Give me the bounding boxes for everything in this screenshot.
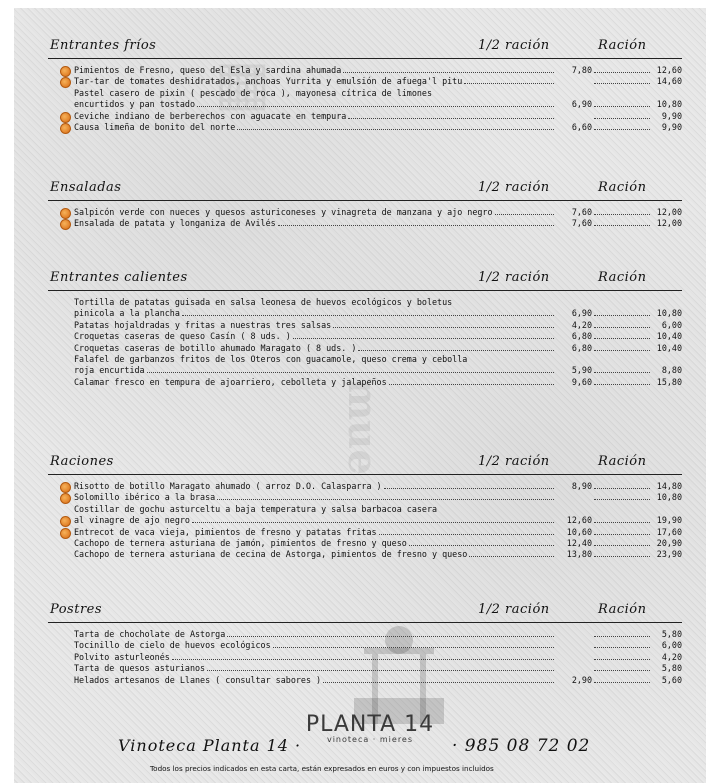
dot-leader <box>384 488 554 489</box>
dot-leader <box>594 129 650 130</box>
full-price: 14,80 <box>656 481 682 491</box>
ration-header: Ración <box>598 38 647 53</box>
menu-item-name: encurtidos y pan tostado <box>74 99 196 110</box>
dot-leader <box>594 670 650 671</box>
menu-item <box>48 377 682 388</box>
menu-item-name: Solomillo ibérico a la brasa <box>74 492 216 503</box>
dot-leader <box>594 72 650 73</box>
half-price: 7,60 <box>571 207 592 217</box>
half-price: 5,90 <box>571 365 592 376</box>
dot-leader <box>594 636 650 637</box>
half-price: 6,90 <box>571 99 592 110</box>
half-price: 6,90 <box>571 308 592 319</box>
dot-leader <box>192 522 554 523</box>
menu-item-name: Entrecot de vaca vieja, pimientos de fresno y patatas fritas <box>74 526 377 537</box>
section-header <box>48 178 682 200</box>
menu-item-name: Patatas hojaldradas y fritas a nuestras tres salsas <box>74 319 332 330</box>
menu-item-name: Calamar fresco en tempura de ajoarriero, cebolleta y jalapeños <box>74 376 387 387</box>
section-entrantes-calientes <box>48 268 682 388</box>
dot-leader <box>495 214 554 215</box>
section-entrantes-frios <box>48 36 682 133</box>
menu-item-name: roja encurtida <box>74 365 145 376</box>
half-price: 2,90 <box>571 674 592 685</box>
menu-item-name: Pimientos de Fresno, queso del Esla y sardina ahumada <box>74 65 342 75</box>
half-price: 9,60 <box>571 376 592 387</box>
menu-item <box>48 331 682 342</box>
dot-leader <box>227 636 554 637</box>
menu-item-name: Tarta de chocholate de Astorga <box>74 629 226 639</box>
full-price: 10,80 <box>656 99 682 110</box>
dot-leader <box>594 350 650 351</box>
section-ensaladas <box>48 178 682 230</box>
dot-leader <box>594 225 650 226</box>
menu-item-text: Costillar de gochu asturceltu a baja temperatura y salsa barbacoa casera <box>74 503 438 514</box>
half-price: 7,60 <box>571 218 592 229</box>
menu-items <box>48 65 682 133</box>
menu-item <box>48 663 682 674</box>
full-price: 10,80 <box>656 492 682 503</box>
menu-item <box>48 65 682 76</box>
menu-item-name: Croquetas caseras de botillo ahumado Maragato ( 8 uds. ) <box>74 342 357 353</box>
menu-bullet-icon <box>60 482 71 493</box>
full-price: 12,60 <box>656 65 682 75</box>
menu-item-name: Tocinillo de cielo de huevos ecológicos <box>74 640 271 651</box>
full-price: 14,60 <box>656 76 682 87</box>
dot-leader <box>594 659 650 660</box>
dot-leader <box>594 522 650 523</box>
menu-item <box>48 207 682 218</box>
section-postres <box>48 600 682 686</box>
dot-leader <box>594 372 650 373</box>
dot-leader <box>594 327 650 328</box>
menu-item-name: Croquetas caseras de queso Casín ( 8 uds. ) <box>74 331 291 342</box>
dot-leader <box>323 682 554 683</box>
full-price: 12,00 <box>656 218 682 229</box>
half-ration-header: 1/2 ración <box>478 454 550 469</box>
planta14-logo <box>300 712 440 744</box>
menu-item <box>48 492 682 503</box>
section-title: Postres <box>50 602 103 617</box>
section-rule <box>48 622 682 623</box>
footer-phone: · 985 08 72 02 <box>452 736 591 756</box>
menu-item <box>48 675 682 686</box>
menu-item-name: Salpicón verde con nueces y quesos asturiconeses y vinagreta de manzana y ajo negro <box>74 207 493 217</box>
dot-leader <box>594 499 650 500</box>
dot-leader <box>594 338 650 339</box>
menu-item-text: Tortilla de patatas guisada en salsa leonesa de huevos ecológicos y boletus <box>74 297 453 307</box>
half-price: 13,80 <box>566 549 592 560</box>
menu-item <box>48 640 682 651</box>
half-price: 8,90 <box>571 481 592 491</box>
full-price: 6,00 <box>661 319 682 330</box>
dot-leader <box>594 488 650 489</box>
half-ration-header: 1/2 ración <box>478 38 550 53</box>
dot-leader <box>594 118 650 119</box>
dot-leader <box>389 384 554 385</box>
menu-item-name: Tar-tar de tomates deshidratados, anchoas Yurrita y emulsión de afuega'l pitu <box>74 76 463 87</box>
dot-leader <box>594 384 650 385</box>
ration-header: Ración <box>598 270 647 285</box>
menu-item <box>48 549 682 560</box>
menu-items <box>48 629 682 686</box>
dot-leader <box>348 118 554 119</box>
dot-leader <box>293 338 554 339</box>
menu-item <box>48 218 682 229</box>
menu-item-name: Cachopo de ternera asturiana de cecina de Astorga, pimientos de fresno y queso <box>74 549 468 560</box>
logo-name: PLANTA 14 <box>305 712 435 737</box>
section-title: Raciones <box>50 454 114 469</box>
menu-item <box>48 527 682 538</box>
dot-leader <box>237 129 554 130</box>
watermark-text: ▦ <box>214 48 271 118</box>
logo-sub: vinoteca · mieres <box>326 735 414 744</box>
menu-item <box>48 481 682 492</box>
full-price: 8,80 <box>661 365 682 376</box>
menu-item-text: Pastel casero de pixin ( pescado de roca ), mayonesa cítrica de limones <box>74 87 432 98</box>
section-title: Entrantes fríos <box>50 38 157 53</box>
section-header <box>48 452 682 474</box>
menu-item <box>48 504 682 527</box>
section-header <box>48 36 682 58</box>
menu-item <box>48 111 682 122</box>
dot-leader <box>379 534 554 535</box>
menu-item <box>48 538 682 549</box>
menu-items <box>48 207 682 230</box>
footer-note: Todos los precios indicados en esta carta, están expresados en euros y con impuestos incluidos <box>150 764 494 773</box>
menu-item-name: Polvito asturleonés <box>74 651 170 662</box>
menu-items <box>48 297 682 388</box>
dot-leader <box>469 556 554 557</box>
dot-leader <box>197 106 554 107</box>
full-price: 10,40 <box>656 331 682 342</box>
menu-bullet-icon <box>60 528 71 539</box>
half-price: 7,80 <box>571 65 592 75</box>
ration-header: Ración <box>598 602 647 617</box>
full-price: 5,80 <box>661 629 682 639</box>
dot-leader <box>594 106 650 107</box>
dot-leader <box>343 72 554 73</box>
full-price: 19,90 <box>656 515 682 526</box>
menu-bullet-icon <box>60 208 71 219</box>
full-price: 6,00 <box>661 640 682 651</box>
menu-bullet-icon <box>60 123 71 134</box>
menu-item-name: Cachopo de ternera asturiana de jamón, pimientos de fresno y queso <box>74 538 407 549</box>
section-title: Entrantes calientes <box>50 270 188 285</box>
menu-item-name: al vinagre de ajo negro <box>74 515 190 526</box>
full-price: 23,90 <box>656 549 682 560</box>
half-price: 4,20 <box>571 319 592 330</box>
half-price: 10,60 <box>566 526 592 537</box>
dot-leader <box>358 350 554 351</box>
dot-leader <box>207 670 554 671</box>
menu-item-text: Falafel de garbanzos fritos de los Oteros con guacamole, queso crema y cebolla <box>74 354 468 365</box>
half-price: 6,80 <box>571 342 592 353</box>
menu-item <box>48 76 682 87</box>
footer-venue: Vinoteca Planta 14 · <box>118 736 302 755</box>
menu-item <box>48 320 682 331</box>
full-price: 5,80 <box>661 663 682 674</box>
section-header <box>48 600 682 622</box>
menu-item <box>48 122 682 133</box>
dot-leader <box>333 327 554 328</box>
full-price: 4,20 <box>661 651 682 662</box>
menu-item <box>48 88 682 111</box>
dot-leader <box>278 225 554 226</box>
section-rule <box>48 58 682 59</box>
menu-item-name: Risotto de botillo Maragato ahumado ( arroz D.O. Calasparra ) <box>74 481 382 491</box>
dot-leader <box>594 315 650 316</box>
full-price: 10,80 <box>656 308 682 319</box>
dot-leader <box>273 647 554 648</box>
dot-leader <box>594 682 650 683</box>
dot-leader <box>594 214 650 215</box>
menu-items <box>48 481 682 561</box>
dot-leader <box>594 545 650 546</box>
menu-item-name: Causa limeña de bonito del norte <box>74 122 236 133</box>
dot-leader <box>217 499 554 500</box>
section-raciones <box>48 452 682 561</box>
section-rule <box>48 474 682 475</box>
menu-item <box>48 629 682 640</box>
full-price: 10,40 <box>656 342 682 353</box>
menu-item-name: pinicola a la plancha <box>74 308 180 319</box>
half-ration-header: 1/2 ración <box>478 602 550 617</box>
dot-leader <box>409 545 554 546</box>
section-header <box>48 268 682 290</box>
full-price: 9,90 <box>661 110 682 121</box>
menu-item-name: Ensalada de patata y longaniza de Avilés <box>74 218 276 229</box>
half-ration-header: 1/2 ración <box>478 180 550 195</box>
half-price: 6,80 <box>571 331 592 342</box>
ration-header: Ración <box>598 180 647 195</box>
section-rule <box>48 200 682 201</box>
half-ration-header: 1/2 ración <box>478 270 550 285</box>
full-price: 5,60 <box>661 674 682 685</box>
menu-bullet-icon <box>60 112 71 123</box>
menu-item-name: Tarta de quesos asturianos <box>74 663 206 674</box>
dot-leader <box>594 83 650 84</box>
dot-leader <box>172 659 554 660</box>
full-price: 15,80 <box>656 376 682 387</box>
full-price: 20,90 <box>656 538 682 549</box>
dot-leader <box>464 83 554 84</box>
menu-item <box>48 297 682 320</box>
dot-leader <box>147 372 554 373</box>
menu-bullet-icon <box>60 66 71 77</box>
half-price: 12,60 <box>566 515 592 526</box>
menu-item-name: Ceviche indiano de berberechos con aguacate en tempura <box>74 110 347 121</box>
section-title: Ensaladas <box>50 180 122 195</box>
menu-item <box>48 343 682 354</box>
half-price: 6,60 <box>571 122 592 133</box>
ration-header: Ración <box>598 454 647 469</box>
dot-leader <box>594 556 650 557</box>
dot-leader <box>594 647 650 648</box>
section-rule <box>48 290 682 291</box>
half-price: 12,40 <box>566 538 592 549</box>
full-price: 17,60 <box>656 526 682 537</box>
watermark-text: mue <box>338 378 386 475</box>
dot-leader <box>182 315 554 316</box>
dot-leader <box>594 534 650 535</box>
menu-item-name: Helados artesanos de Llanes ( consultar sabores ) <box>74 674 322 685</box>
full-price: 12,00 <box>656 207 682 217</box>
menu-item <box>48 354 682 377</box>
full-price: 9,90 <box>661 122 682 133</box>
menu-item <box>48 652 682 663</box>
